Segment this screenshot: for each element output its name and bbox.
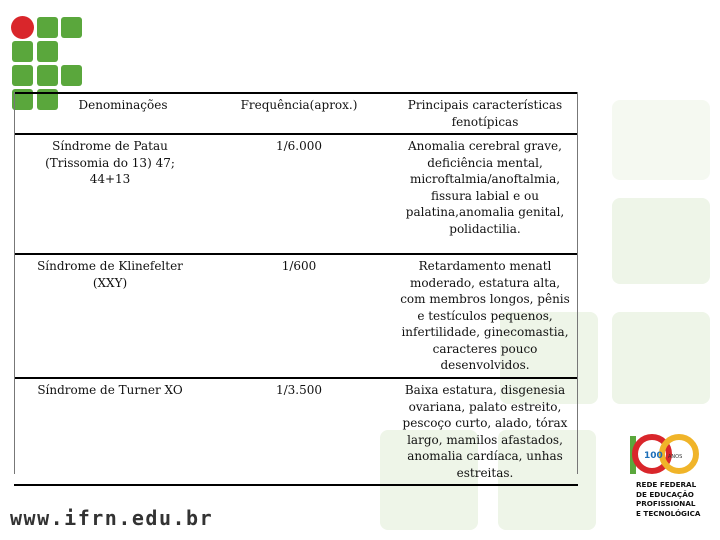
row-name: Síndrome de Klinefelter (XXY) [37,259,183,290]
bg-square [612,312,710,404]
ifrn-logo-square [12,41,33,62]
logo-line: REDE FEDERAL [636,480,697,489]
row-frequency: 1/3.500 [275,383,323,397]
row-name: Síndrome de Patau (Trissomia do 13) 47; 44+13 [45,139,175,186]
logo-line: PROFISSIONAL [636,499,696,508]
footer-url: www.ifrn.edu.br [10,506,214,530]
table-right-border [577,92,578,474]
table-row [14,254,578,378]
table-row [14,134,578,254]
row-traits: Retardamento menatl moderado, estatura alta, com membros longos, pênis e testículos pequenos, infertilidade, ginecomastia, caracteres pouco desenvolvidos. [400,259,570,372]
ifrn-logo-red-dot [11,16,34,39]
ifrn-logo-square [37,65,58,86]
row-name: Síndrome de Turner XO [37,383,183,397]
logo-line: E TECNOLÓGICA [636,508,701,518]
row-traits: Anomalia cerebral grave, deficiência mental, microftalmia/anoftalmia, fissura labial e ou palatina,anomalia genital, polidactilia. [405,139,565,236]
logo-years-label: ANOS [668,454,683,460]
table-header-row [14,93,578,134]
bg-square [612,198,710,284]
bg-square [612,100,710,180]
row-frequency: 1/600 [281,259,317,273]
header-frequency: Frequência(aprox.) [240,98,358,112]
row-traits: Baixa estatura, disgenesia ovariana, palato estreito, pescoço curto, alado, tórax largo, mamilos afastados, anomalia cardíaca, unhas estreitas. [402,383,568,480]
ifrn-logo-square [61,17,82,38]
table-row [14,378,578,485]
header-denominations: Denominações [78,98,168,112]
ifrn-logo-square [37,17,58,38]
logo-number: 100 [644,451,663,461]
ifrn-logo-square [12,65,33,86]
row-frequency: 1/6.000 [275,139,323,153]
logo-line: DE EDUCAÇÃO [636,489,694,499]
ifrn-logo-square [61,65,82,86]
ifrn-logo-square [37,41,58,62]
syndromes-table [14,92,578,486]
header-traits: Principais características fenotípicas [407,98,563,129]
table-left-border [14,92,15,474]
logo-text [636,480,706,518]
